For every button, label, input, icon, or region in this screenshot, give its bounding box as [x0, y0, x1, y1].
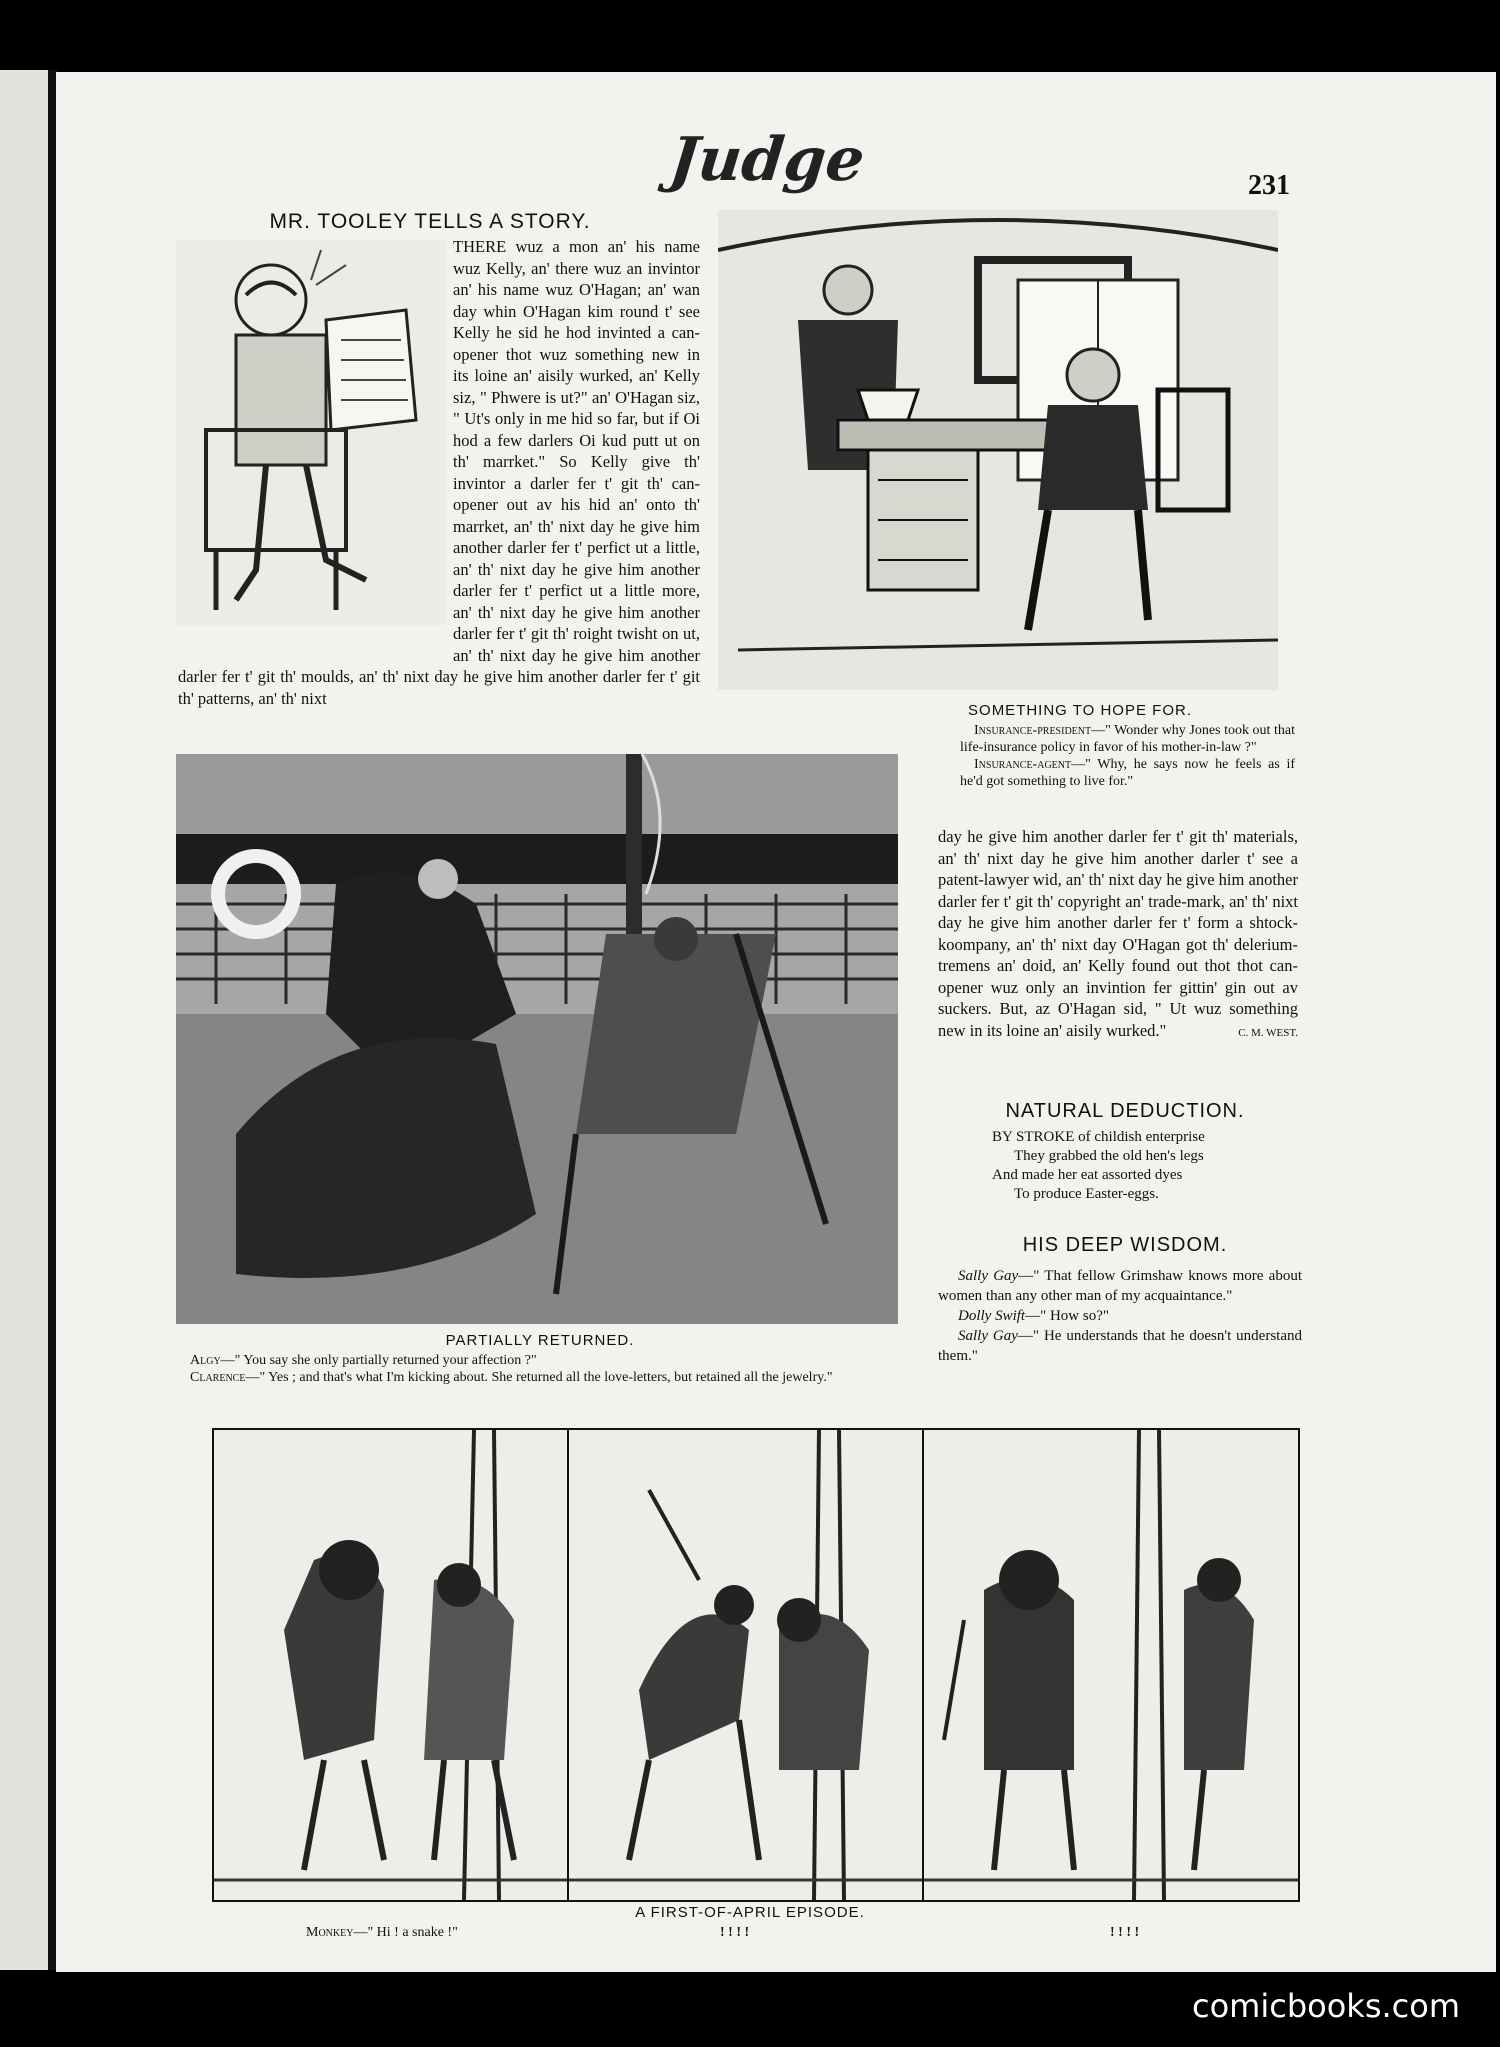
returned-caption: [176, 1352, 898, 1386]
comic-caption-1: [306, 1924, 606, 1941]
wisdom-text: [938, 1266, 1302, 1366]
monkey-and-cat-panel: [214, 1430, 568, 1900]
insurance-office-drawing: [718, 210, 1278, 690]
wisdom-line-3: —" He understands that he doesn't understand them.": [938, 1328, 1302, 1364]
returned-speaker-1: Algy: [190, 1353, 221, 1368]
wisdom-line-1: —" That fellow Grimshaw knows more about women than any other man of my acquaintance.": [938, 1268, 1303, 1304]
wisdom-speaker-1: Sally Gay: [958, 1268, 1019, 1284]
comic-caption-3: ! ! ! !: [1110, 1925, 1140, 1940]
masthead-logo: Judge: [666, 125, 868, 195]
page-number: 231: [1248, 170, 1290, 201]
poem-line-3: And made her eat assorted dyes: [992, 1167, 1183, 1183]
comic-speaker: Monkey: [306, 1925, 354, 1940]
office-illustration: [718, 210, 1278, 690]
poem-line-4: To produce Easter-eggs.: [1014, 1186, 1159, 1202]
tooley-paragraph-2: day he give him another darler fer t' git th' materials, an' th' nixt day he give him another darler t' see a patent-lawyer wid, an' th' nixt day he give him another darler fer t' git th' copyright an' trade-mark, an' th' nixt day he give him another darler fer t' form a shtock-koompany, an' th' nixt day O'Hagan got th' delerium-tremens an' doid, an' Kelly found out thot thot can-opener wuz only an invintion fer gittin' gin out av suckers. But, az O'Hagan sid, " Ut wuz something new in its loine an' aisily wurked.": [938, 827, 1298, 1040]
wisdom-title: HIS DEEP WISDOM.: [1022, 1234, 1228, 1256]
hope-caption: [960, 722, 1295, 790]
wisdom-speaker-2: Dolly Swift: [958, 1308, 1026, 1324]
comic-panel-3: [922, 1428, 1300, 1902]
tooley-author: C. M. WEST.: [1238, 1027, 1298, 1039]
comic-line-1: —" Hi ! a snake !": [353, 1925, 458, 1940]
comic-panel-1: [212, 1428, 570, 1902]
hope-speaker-1: Insurance-president: [974, 723, 1092, 738]
wisdom-line-2: —" How so?": [1025, 1308, 1109, 1324]
hope-line-2: —" Why, he says now he feels as if he'd got something to live for.": [960, 757, 1295, 789]
aftermath-panel: [924, 1430, 1298, 1900]
tooley-story-text: [178, 236, 700, 710]
poem-line-1: BY STROKE of childish enterprise: [992, 1129, 1205, 1145]
wisdom-speaker-3: Sally Gay: [958, 1328, 1018, 1344]
ship-deck-drawing: [176, 754, 898, 1324]
golf-swing-panel: [569, 1430, 923, 1900]
returned-speaker-2: Clarence: [190, 1370, 246, 1385]
deck-chair-photo: [176, 754, 898, 1324]
hope-line-1: —" Wonder why Jones took out that life-insurance policy in favor of his mother-in-law ?": [960, 723, 1295, 755]
deduction-title: NATURAL DEDUCTION.: [1005, 1100, 1245, 1122]
returned-line-1: —" You say she only partially returned your affection ?": [220, 1353, 537, 1368]
tooley-story-col2: [938, 826, 1298, 1045]
hope-title: SOMETHING TO HOPE FOR.: [968, 702, 1192, 719]
comic-title: A FIRST-OF-APRIL EPISODE.: [635, 1904, 865, 1921]
deduction-poem: [992, 1128, 1292, 1204]
tooley-paragraph-1: THERE wuz a mon an' his name wuz Kelly, an' there wuz an invintor an' his name wuz O'Hagan; an' wan day whin O'Hagan kim round t' see Kelly he sid he hod invinted a can-opener thot wuz something new in its loine an' aisily wurked, an' Kelly siz, " Phwere is ut?" an' O'Hagan siz, " Ut's only in me hid so far, but if Oi hod a few darlers Oi kud putt ut on th' marrket." So Kelly give th' invintor a darler fer t' git th' can-opener out av his hid an' onto th' marrket, an' th' nixt day he give him another darler fer t' perfict ut a little, an' th' nixt day he give him another darler fer t' perfict ut a little more, an' th' nixt day he give him another darler fer t' git th' roight twisht on ut, an' th' nixt day he give him another darler fer t' git th' moulds, an' th' nixt day he give him another darler fer t' git th' patterns, an' th' nixt: [178, 237, 700, 708]
text-wrap-spacer: [178, 236, 453, 656]
hope-speaker-2: Insurance-agent: [974, 757, 1072, 772]
tooley-title: MR. TOOLEY TELLS A STORY.: [269, 210, 591, 233]
comic-panel-2: [567, 1428, 925, 1902]
site-watermark: comicbooks.com: [1191, 1987, 1460, 2025]
returned-title: PARTIALLY RETURNED.: [445, 1332, 635, 1349]
book-spine: [0, 70, 48, 1970]
poem-line-2: They grabbed the old hen's legs: [1014, 1148, 1204, 1164]
comic-caption-2: ! ! ! !: [720, 1925, 750, 1940]
returned-line-2: —" Yes ; and that's what I'm kicking about. She returned all the love-letters, but retained all the jewelry.": [245, 1370, 833, 1385]
